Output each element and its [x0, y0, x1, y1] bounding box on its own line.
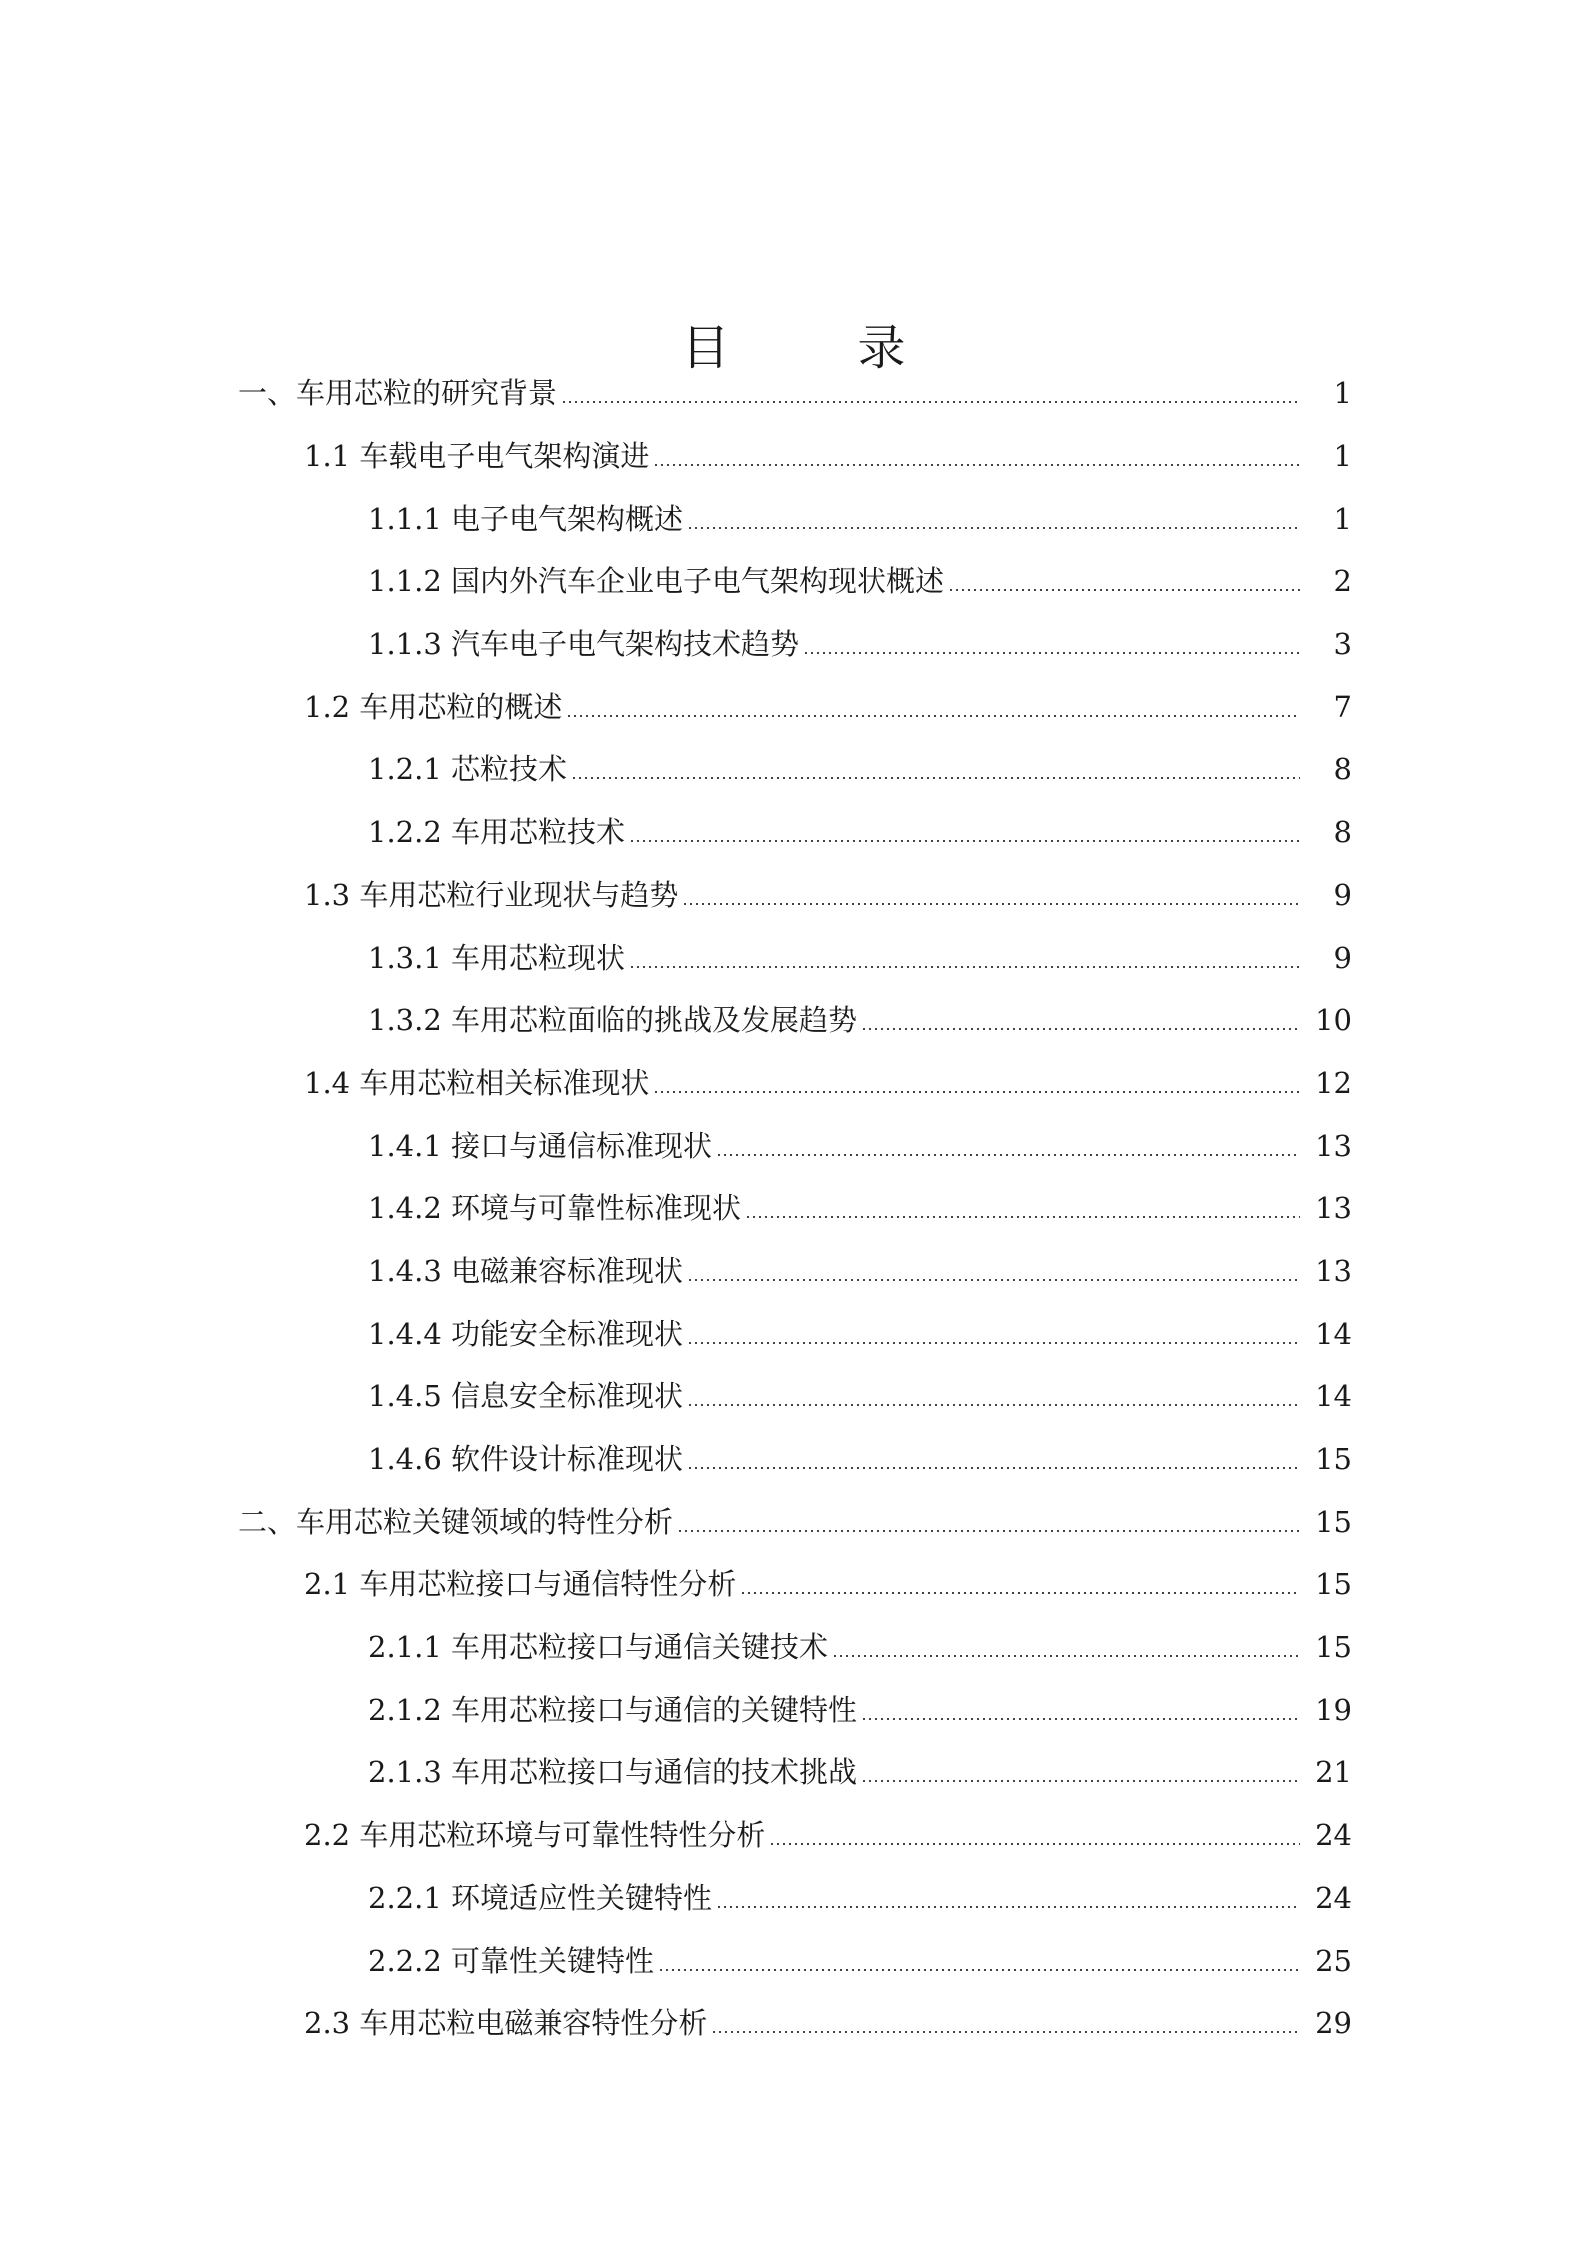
toc-entry-page-number: 14 [1315, 1316, 1352, 1351]
dot-leader [711, 2031, 1300, 2033]
toc-entry-page-number: 15 [1315, 1630, 1352, 1665]
toc-entry-title: 2.2 车用芯粒环境与可靠性特性分析 [304, 1818, 766, 1853]
toc-entry-title: 一、车用芯粒的研究背景 [238, 376, 558, 411]
toc-entry-title: 1.1.1 电子电气架构概述 [368, 501, 684, 536]
toc-entry-title: 1.4.2 环境与可靠性标准现状 [368, 1191, 742, 1226]
toc-entry-page-number: 12 [1315, 1065, 1352, 1100]
dot-leader [861, 1780, 1300, 1782]
dot-leader [716, 1154, 1300, 1156]
toc-entry-page-number: 8 [1333, 815, 1352, 850]
toc-entry[interactable] [0, 425, 1352, 488]
toc-entry[interactable] [0, 675, 1352, 738]
toc-entry[interactable] [0, 550, 1352, 613]
toc-entry-title: 1.4.3 电磁兼容标准现状 [368, 1253, 684, 1288]
toc-entry-title: 2.1.2 车用芯粒接口与通信的关键特性 [368, 1692, 858, 1727]
toc-entry-page-number: 15 [1315, 1504, 1352, 1539]
toc-entry-page-number: 24 [1315, 1818, 1352, 1853]
toc-entry[interactable] [0, 1678, 1352, 1741]
toc-entry[interactable] [0, 1867, 1352, 1930]
toc-entry-title: 2.1 车用芯粒接口与通信特性分析 [304, 1567, 737, 1602]
dot-leader [716, 1906, 1300, 1908]
toc-entry[interactable] [0, 801, 1352, 864]
dot-leader [948, 589, 1300, 591]
dot-leader [803, 652, 1300, 654]
dot-leader [687, 1467, 1300, 1469]
toc-entry-title: 1.2.2 车用芯粒技术 [368, 815, 626, 850]
toc-entry[interactable] [0, 613, 1352, 676]
dot-leader [745, 1216, 1300, 1218]
toc-entry-title: 2.3 车用芯粒电磁兼容特性分析 [304, 2006, 708, 2041]
toc-entry-page-number: 7 [1333, 689, 1352, 724]
toc-entry-page-number: 29 [1315, 2006, 1352, 2041]
toc-entry[interactable] [0, 1804, 1352, 1867]
toc-entry-title: 1.3.2 车用芯粒面临的挑战及发展趋势 [368, 1003, 858, 1038]
dot-leader [653, 1091, 1300, 1093]
toc-entry[interactable] [0, 1490, 1352, 1553]
toc-entry-title: 1.4.6 软件设计标准现状 [368, 1442, 684, 1477]
toc-entry[interactable] [0, 1616, 1352, 1679]
toc-entry[interactable] [0, 362, 1352, 425]
toc-entry-title: 二、车用芯粒关键领域的特性分析 [238, 1504, 674, 1539]
dot-leader [658, 1969, 1300, 1971]
toc-entry-title: 1.2 车用芯粒的概述 [304, 689, 563, 724]
dot-leader [653, 464, 1300, 466]
toc-entry-title: 2.2.2 可靠性关键特性 [368, 1943, 655, 1978]
dot-leader [861, 1028, 1300, 1030]
toc-entry-page-number: 1 [1333, 376, 1352, 411]
dot-leader [861, 1718, 1300, 1720]
toc-entry[interactable] [0, 1741, 1352, 1804]
dot-leader [740, 1592, 1300, 1594]
toc-entry-title: 2.2.1 环境适应性关键特性 [368, 1880, 713, 1915]
toc-entry[interactable] [0, 1177, 1352, 1240]
toc-entry-page-number: 14 [1315, 1379, 1352, 1414]
toc-entry[interactable] [0, 926, 1352, 989]
toc-entry-title: 2.1.3 车用芯粒接口与通信的技术挑战 [368, 1755, 858, 1790]
page-title: 目 录 [681, 320, 946, 377]
toc-entry-title: 1.3 车用芯粒行业现状与趋势 [304, 877, 679, 912]
toc-entry-title: 1.2.1 芯粒技术 [368, 752, 568, 787]
toc-entry-page-number: 21 [1315, 1755, 1352, 1790]
toc-entry[interactable] [0, 1365, 1352, 1428]
toc-entry[interactable] [0, 1553, 1352, 1616]
dot-leader [687, 527, 1300, 529]
toc-entry-page-number: 9 [1333, 940, 1352, 975]
dot-leader [832, 1655, 1300, 1657]
toc-entry[interactable] [0, 1428, 1352, 1491]
toc-entry-page-number: 13 [1315, 1191, 1352, 1226]
toc-entry-page-number: 15 [1315, 1567, 1352, 1602]
toc-entry-title: 1.4.1 接口与通信标准现状 [368, 1128, 713, 1163]
dot-leader [566, 715, 1300, 717]
dot-leader [687, 1342, 1300, 1344]
toc-entry-page-number: 1 [1333, 501, 1352, 536]
toc-entry-page-number: 10 [1315, 1003, 1352, 1038]
toc-entry-page-number: 3 [1333, 627, 1352, 662]
dot-leader [682, 903, 1300, 905]
dot-leader [629, 840, 1300, 842]
toc-entry-page-number: 13 [1315, 1253, 1352, 1288]
dot-leader [687, 1404, 1300, 1406]
table-of-contents [0, 362, 1587, 2055]
toc-entry[interactable] [0, 1240, 1352, 1303]
dot-leader [629, 966, 1300, 968]
toc-entry-title: 1.3.1 车用芯粒现状 [368, 940, 626, 975]
toc-entry[interactable] [0, 487, 1352, 550]
toc-entry-title: 1.1.3 汽车电子电气架构技术趋势 [368, 627, 800, 662]
toc-entry-page-number: 9 [1333, 877, 1352, 912]
dot-leader [687, 1279, 1300, 1281]
toc-entry-title: 2.1.1 车用芯粒接口与通信关键技术 [368, 1630, 829, 1665]
toc-entry[interactable] [0, 1114, 1352, 1177]
toc-entry-page-number: 15 [1315, 1442, 1352, 1477]
toc-entry-page-number: 1 [1333, 439, 1352, 474]
dot-leader [571, 777, 1300, 779]
toc-entry-title: 1.1 车载电子电气架构演进 [304, 439, 650, 474]
toc-entry-page-number: 8 [1333, 752, 1352, 787]
toc-entry-title: 1.4.4 功能安全标准现状 [368, 1316, 684, 1351]
toc-entry-page-number: 2 [1333, 564, 1352, 599]
toc-entry-title: 1.4.5 信息安全标准现状 [368, 1379, 684, 1414]
toc-entry-page-number: 24 [1315, 1880, 1352, 1915]
toc-entry-page-number: 25 [1315, 1943, 1352, 1978]
toc-entry[interactable] [0, 1052, 1352, 1115]
toc-entry-title: 1.4 车用芯粒相关标准现状 [304, 1065, 650, 1100]
toc-entry[interactable] [0, 1302, 1352, 1365]
dot-leader [769, 1843, 1300, 1845]
toc-entry[interactable] [0, 738, 1352, 801]
toc-entry-page-number: 13 [1315, 1128, 1352, 1163]
toc-entry[interactable] [0, 1929, 1352, 1992]
toc-entry[interactable] [0, 1992, 1352, 2055]
toc-entry[interactable] [0, 989, 1352, 1052]
toc-entry[interactable] [0, 864, 1352, 927]
dot-leader [677, 1530, 1300, 1532]
dot-leader [561, 401, 1300, 403]
toc-entry-title: 1.1.2 国内外汽车企业电子电气架构现状概述 [368, 564, 945, 599]
toc-entry-page-number: 19 [1315, 1692, 1352, 1727]
